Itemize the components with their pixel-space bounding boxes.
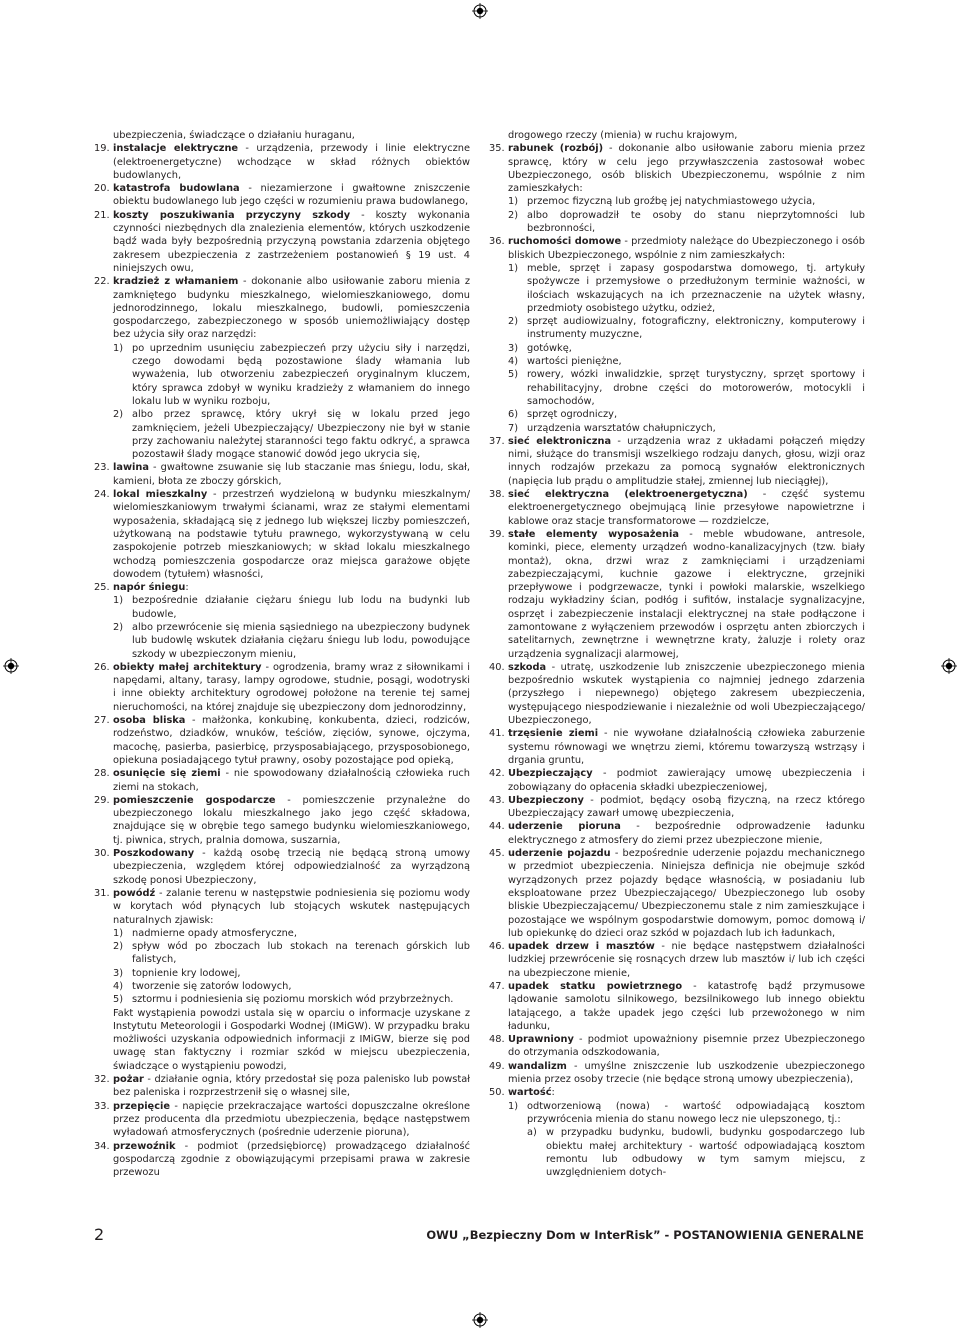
definition-text: - urządzenia, przewody i linie elektryczne (elektroenergetyczne) wchodzące w skład różnych obiektów budowlanych,	[113, 143, 470, 181]
definition-text: - pomieszczenie przynależne do ubezpieczonego lokalu mieszkalnego jako jego część składowa, znajdujące się w obrębie tego samego budynku wielomieszkaniowego, tj. piwnica, strych, pralnia domowa, suszarnia,	[113, 794, 471, 846]
definition-42	[489, 767, 865, 794]
definition-24	[94, 488, 470, 581]
item-number: 26.	[94, 661, 110, 673]
defined-term: upadek statku powietrznego	[508, 981, 683, 992]
defined-term: Uprawniony	[508, 1034, 574, 1046]
right-column	[489, 129, 865, 1179]
sub-item-text: nadmierne opady atmosferyczne,	[132, 927, 297, 939]
definition-23	[94, 461, 470, 488]
definition-40	[489, 661, 865, 727]
definition-34	[94, 1140, 470, 1180]
sub-item-number: 2)	[113, 621, 124, 633]
sub-item-number: 1)	[113, 927, 124, 939]
item-number: 40.	[489, 661, 505, 673]
item-number: 45.	[489, 848, 505, 860]
definition-text: :	[551, 1087, 555, 1099]
definition-28	[94, 767, 470, 794]
defined-term: upadek drzew i masztów	[508, 941, 655, 953]
definition-39	[489, 528, 865, 661]
defined-term: przepięcie	[113, 1100, 171, 1112]
definition-25	[94, 581, 470, 661]
sub-item-text: topnienie kry lodowej,	[132, 967, 241, 979]
document-footer-title: OWU „Bezpieczny Dom w InterRisk” - POSTANOWIENIA GENERALNE	[426, 1228, 864, 1242]
sub-item-number: 2)	[113, 409, 124, 421]
defined-term: Ubezpieczający	[508, 768, 593, 780]
item-number: 19.	[94, 143, 110, 155]
sub-item	[508, 408, 865, 421]
sub-item-text: sprzęt audiowizualny, fotograficzny, elektroniczny, komputerowy i instrumenty muzyczne,	[527, 316, 865, 341]
defined-term: stałe elementy wyposażenia	[508, 528, 679, 540]
definition-text: - nie będące następstwem działalności ludzkiej przewrócenie się rosnących drzew lub masztów i/ lub ich części na ubezpieczone mienie,	[508, 941, 866, 979]
definition-32	[94, 1073, 470, 1100]
definition-text: - umyślne zniszczenie lub uszkodzenie ubezpieczonego mienia przez osoby trzecie (nie będące stroną umowy ubezpieczenia),	[508, 1060, 865, 1086]
item-number: 25.	[94, 582, 110, 594]
definition-text: - każdą osobę trzecią nie będącą stroną umowy ubezpieczenia, względem której odpowiedzialność za wyrządzoną szkodę ponosi Ubezpieczony,	[113, 848, 470, 886]
defined-term: napór śniegu	[113, 582, 186, 594]
definition-text: - działanie ognia, który przedostał się poza palenisko lub powstał bez paleniska i rozprzestrzenił się o własnej sile,	[113, 1074, 470, 1099]
defined-term: katastrofa budowlana	[113, 183, 240, 195]
sub-item-text: po uprzednim usunięciu zabezpieczeń przy użyciu siły i narzędzi, czego dowodami będą pozostawione ślady włamania lub wyważenia, lub otworzeniu zabezpieczeń oryginalnym kluczem, który sprawca zdobył w wyniku kradzieży z włamaniem do innego lokalu lub w wyniku rozboju,	[132, 342, 470, 407]
sub-item-number: 5)	[113, 994, 124, 1006]
item-number: 38.	[489, 489, 505, 501]
sub-item	[113, 621, 470, 661]
defined-term: uderzenie pioruna	[508, 821, 621, 833]
sub-item-number: 2)	[508, 316, 519, 328]
sub-item-number: 6)	[508, 409, 519, 421]
definition-49	[489, 1060, 865, 1087]
item-number: 43.	[489, 794, 505, 806]
item-number: 47.	[489, 981, 505, 992]
defined-term: uderzenie pojazdu	[508, 848, 611, 860]
continuation-text	[489, 129, 865, 142]
sub-item-text: albo doprowadził te osoby do stanu nieprzytomności lub bezbronności,	[527, 209, 865, 235]
registration-mark-icon	[472, 3, 488, 19]
item-number: 50.	[489, 1087, 505, 1099]
definition-35	[489, 142, 865, 235]
defined-term: powódź	[113, 887, 156, 899]
definition-41	[489, 727, 865, 767]
definition-43	[489, 794, 865, 821]
item-number: 33.	[94, 1100, 110, 1112]
definition-text: - ogrodzenia, bramy wraz z siłownikami i napędami, altany, tarasy, lampy ogrodowe, studnie, posągi, wodotryski i inne obiekty architektury ogrodowej położone na terenie tej samej nieruchomości, na której znajduje się ubezpieczony dom jednorodzinny,	[113, 661, 470, 713]
sub-item-number: 4)	[113, 981, 124, 992]
definition-text: - zalanie terenu w następstwie podniesienia się poziomu wody w korytach wód płynących lub stojących wskutek następujących naturalnych zjawisk:	[113, 887, 470, 926]
item-number: 46.	[489, 941, 505, 953]
sub-item-number: 7)	[508, 422, 519, 434]
defined-term: przewoźnik	[113, 1140, 176, 1152]
item-number: 20.	[94, 183, 110, 195]
left-column	[94, 129, 470, 1179]
definition-22	[94, 275, 470, 461]
definition-text: - dokonanie albo usiłowanie zaboru mienia przez sprawcę, który w celu jego przywłaszczenia zastosował wobec Ubezpieczonego, osób bliskich Ubezpieczonemu, wspólnie z nim zamieszkałych:	[508, 143, 865, 195]
defined-term: kradzież z włamaniem	[113, 276, 239, 288]
definition-text: - meble wbudowane, antresole, kominki, piece, elementy urządzeń wodno-kanalizacyjnych (tzw. biały montaż), okna, drzwi wraz z zamknięciami i urządzeniami zabezpieczającymi, kuchnie gazowe i elektryczne, grzejniki przepływowe i podgrzewacze, tynki i powłoki malarskie, wszelkiego rodzaju wykładziny ścian, podłóg i sufitów, instalacje sygnalizacyjne, osprzęt i zabezpieczenie instalacji elektrycznej na stałe podłączone i zamontowane z wyłączeniem przewodów i osprzętu anten zbiorczych i satelitarnych, zewnętrzne i wewnętrzne kraty, żaluzje i rolety oraz urządzenia sygnalizacji alarmowej,	[508, 528, 866, 660]
definition-text: - katastrofę bądź przymusowe lądowanie samolotu silnikowego, bezsilnikowego lub innego obiektu latającego, a także upadek jego części lub przewożonego w nim ładunku,	[508, 981, 865, 1032]
sub-sub-item-letter: a)	[527, 1127, 537, 1139]
defined-term: wartość	[508, 1087, 552, 1099]
defined-term: sieć elektroniczna	[508, 435, 612, 447]
definition-30	[94, 847, 470, 887]
definition-44	[489, 820, 865, 847]
defined-term: pożar	[113, 1074, 144, 1086]
item-number: 49.	[489, 1060, 505, 1072]
defined-term: lokal mieszkalny	[113, 489, 208, 501]
sub-item-text: wartości pieniężne,	[527, 356, 622, 368]
definition-text: - bezpośrednie odprowadzenie ładunku elektrycznego z atmosfery do ziemi przez ubezpieczone mienie,	[508, 821, 865, 846]
flood-note-paragraph: Fakt wystąpienia powodzi ustala się w oparciu o informacje uzyskane z Instytutu Meteorologii i Gospodarki Wodnej (IMiGW). W przypadku braku możliwości uzyskania odpowiednich informacji z IMiGW, bierze się pod uwagę stan faktyczny i rozmiar szkód w miejscu ubezpieczenia, świadczące o wystąpieniu powodzi,	[113, 1007, 470, 1072]
item-number: 22.	[94, 276, 110, 288]
definition-text: - bezpośrednie uderzenie pojazdu mechanicznego w przedmiot ubezpieczenia. Niniejsza definicja nie obejmuje szkód wyrządzonych przez pojazdy będące własnością, w posiadaniu lub eksploatowane przez Ubezpieczającego/ Ubezpieczonego lub osoby bliskie Ubezpieczającemu/ Ubezpieczonemu stale z nim zamieszkujące i pozostające we wspólnym gospodarstwie domowym, pomoc domową i/ lub opiekunkę do dzieci oraz szkód w pojazdach lub ich ładunkach,	[508, 848, 865, 939]
sub-item-text: tworzenie się zatorów lodowych,	[132, 981, 292, 992]
definition-33	[94, 1100, 470, 1140]
definition-text: - małżonka, konkubinę, konkubenta, dzieci, rodziców, rodzeństwo, dziadków, wnuków, teściów, zięciów, synowe, ojczyma, macochę, pasierba, pasierbicę, przysposabiającego, przysposobionego, opiekuna posiadającego tytuł prawny, osoby pozostające pod opieką,	[113, 715, 470, 766]
sub-item-text: odtworzeniową (nowa) - wartość odpowiadającą kosztom przywrócenia mienia do stanu nowego lecz nie ulepszonego, tj.:	[527, 1100, 865, 1125]
definition-text: - gwałtowne zsuwanie się lub staczanie mas śniegu, lodu, skał, kamieni, błota ze zboczy górskich,	[113, 462, 470, 487]
defined-term: osunięcie się ziemi	[113, 768, 221, 780]
sub-item	[508, 195, 865, 208]
definition-text: - nie spowodowany działalnością człowieka ruch ziemi na stokach,	[113, 768, 470, 793]
item-number: 36.	[489, 236, 505, 248]
definition-36	[489, 235, 865, 434]
definition-text: - przedmioty należące do Ubezpieczonego i osób bliskich Ubezpieczonego, wspólnie z nim zamieszkałych:	[508, 236, 866, 261]
registration-mark-icon	[472, 1312, 488, 1328]
sub-item	[113, 993, 470, 1006]
registration-mark-icon	[941, 658, 957, 674]
sub-item	[113, 927, 470, 940]
defined-term: instalacje elektryczne	[113, 143, 239, 155]
sub-item	[508, 209, 865, 236]
item-number: 44.	[489, 821, 505, 833]
sub-item-text: urządzenia warsztatów chałupniczych,	[527, 422, 716, 434]
sub-item-number: 1)	[508, 196, 519, 208]
sub-item	[113, 980, 470, 993]
sub-item-text: albo przewrócenie się mienia sąsiedniego na ubezpieczony budynek lub budowlę wskutek działania ciężaru śniegu lub lodu, powodujące szkody w ubezpieczonym mieniu,	[132, 621, 470, 660]
continuation-line: ubezpieczenia, świadczące o działaniu huraganu,	[113, 130, 355, 141]
sub-item	[508, 422, 865, 435]
sub-item	[113, 594, 470, 621]
sub-item	[508, 342, 865, 355]
item-number: 48.	[489, 1034, 505, 1046]
definition-19	[94, 142, 470, 182]
item-number: 34.	[94, 1140, 110, 1152]
definition-text: - dokonanie albo usiłowanie zaboru mienia z zamkniętego budynku mieszkalnego, wielomieszkaniowego, domu jednorodzinnego, lokalu mieszkalnego, budowli, pomieszczenia gospodarczego, zabezpieczonego w sposób uniemożliwiający dostęp bez użycia siły oraz narzędzi:	[113, 276, 470, 341]
sub-item-number: 4)	[508, 356, 519, 368]
definition-text: - nie wywołane działalnością człowieka zaburzenie systemu równowagi we wnętrzu ziemi, któremu towarzyszą wstrząsy i drgania gruntu,	[508, 728, 866, 766]
item-number: 35.	[489, 143, 505, 155]
defined-term: ruchomości domowe	[508, 236, 622, 248]
definition-text: - napięcie przekraczające wartości dopuszczalne określone przez producenta dla przedmiotu ubezpieczenia, będące następstwem wyładowań atmosferycznych (pośrednie uderzenie pioruna),	[113, 1100, 470, 1139]
definition-text: :	[185, 582, 189, 594]
item-number: 23.	[94, 462, 110, 474]
defined-term: Poszkodowany	[113, 848, 195, 860]
definition-text: - podmiot (przedsiębiorcę) prowadzącego działalność gospodarczą zgodnie z obowiązującymi przepisami prawa w zakresie przewozu	[113, 1140, 470, 1179]
definition-text: - podmiot, będący osobą fizyczną, na rzecz którego Ubezpieczający zawarł umowę ubezpieczenia,	[508, 794, 865, 820]
defined-term: sieć elektryczna (elektroenergetyczna)	[508, 489, 748, 501]
item-number: 21.	[94, 209, 110, 221]
sub-item	[508, 1100, 865, 1180]
item-number: 37.	[489, 435, 505, 447]
definition-31	[94, 887, 470, 1073]
item-number: 32.	[94, 1074, 110, 1086]
definition-text: - część systemu elektroenergetycznego obejmującą linie przesyłowe napowietrzne i kablowe oraz stacje transformatorowe — rozdzielcze,	[508, 489, 865, 527]
sub-item-number: 5)	[508, 369, 519, 381]
sub-item	[508, 368, 865, 408]
sub-sub-item-text: w przypadku budynku, budowli, budynku gospodarczego lub obiektu małej architektury - wartość odpowiadającą kosztom remontu lub odbudowy w tym samym miejscu, z uwzględnieniem dotych-	[546, 1127, 865, 1179]
registration-mark-icon	[3, 658, 19, 674]
definition-text: - koszty wykonania czynności niezbędnych dla znalezienia elementów, których uszkodzenie bądź wada były bezpośrednią przyczyną powstania zdarzenia objętego zakresem ubezpieczenia z zastrzeżeniem postanowień § 19 ust. 4 niniejszych owu,	[113, 209, 471, 274]
sub-item-text: rowery, wózki inwalidzkie, sprzęt turystyczny, sprzęt sportowy i rehabilitacyjny, drobne części do motorowerów, motocykli i samochodów,	[527, 369, 865, 407]
sub-item-number: 1)	[508, 262, 519, 274]
sub-item-text: sprzęt ogrodniczy,	[527, 409, 618, 421]
definition-48	[489, 1033, 865, 1060]
definition-27	[94, 714, 470, 767]
sub-item-text: gotówkę,	[527, 342, 572, 354]
sub-item-text: meble, sprzęt i zapasy gospodarstwa domowego, tj. artykuły spożywcze i przemysłowe o przedłużonym terminie ważności, w ilościach wskazujących na ich przeznaczenie na użytek własny, przedmioty osobistego użytku, odzież,	[527, 262, 865, 314]
sub-item-number: 3)	[508, 342, 519, 354]
definition-46	[489, 940, 865, 980]
sub-item	[113, 408, 470, 461]
sub-item-text: przemoc fizyczną lub groźbę jej natychmiastowego użycia,	[527, 196, 816, 208]
item-number: 41.	[489, 728, 505, 740]
defined-term: koszty poszukiwania przyczyny szkody	[113, 209, 351, 221]
sub-item-number: 1)	[508, 1100, 519, 1112]
sub-item-number: 3)	[113, 967, 124, 979]
sub-sub-item	[527, 1126, 865, 1179]
defined-term: obiekty małej architektury	[113, 661, 262, 673]
sub-item-number: 1)	[113, 595, 124, 607]
defined-term: pomieszczenie gospodarcze	[113, 794, 276, 806]
definition-50	[489, 1086, 865, 1179]
sub-item-text: sztormu i podniesienia się poziomu morskich wód przybrzeżnych.	[132, 994, 454, 1006]
item-number: 28.	[94, 768, 110, 780]
defined-term: lawina	[113, 462, 149, 474]
defined-term: rabunek (rozbój)	[508, 143, 604, 155]
definition-20	[94, 182, 470, 209]
sub-item	[508, 315, 865, 342]
continuation-line: drogowego rzeczy (mienia) w ruchu krajowym,	[508, 130, 738, 141]
definition-text: - przestrzeń wydzieloną w budynku mieszkalnym/ wielomieszkaniowym trwałymi ścianami, wraz ze stałymi elementami wyposażenia, składającą się z jednego lub większej liczby pomieszczeń, użytkowaną na podstawie tytułu prawnego, wykorzystywaną w celu zaspokojenie potrzeb mieszkaniowych; w skład lokalu mieszkalnego wchodzą pomieszczenia gospodarcze oraz miejsca garażowe objęte dowodem (tytułem) własności,	[113, 489, 470, 580]
item-number: 42.	[489, 768, 505, 780]
item-number: 31.	[94, 887, 110, 899]
page-number: 2	[94, 1225, 105, 1244]
sub-item-text: spływ wód po zboczach lub stokach na terenach górskich lub falistych,	[132, 941, 470, 966]
definition-26	[94, 661, 470, 714]
item-number: 27.	[94, 715, 110, 727]
definition-text: - podmiot upoważniony pisemnie przez Ubezpieczonego do otrzymania odszkodowania,	[508, 1034, 865, 1059]
defined-term: osoba bliska	[113, 715, 186, 727]
sub-item-text: bezpośrednie działanie ciężaru śniegu lub lodu na budynki lub budowle,	[132, 595, 470, 620]
continuation-text	[94, 129, 470, 142]
sub-item	[113, 967, 470, 980]
definition-47	[489, 980, 865, 1033]
definition-37	[489, 435, 865, 488]
definition-text: - niezamierzone i gwałtowne zniszczenie obiektu budowlanego lub jego części w rozumieniu prawa budowlanego,	[113, 183, 470, 208]
definition-38	[489, 488, 865, 528]
definition-29	[94, 794, 470, 847]
defined-term: wandalizm	[508, 1060, 567, 1072]
definition-text: - podmiot zawierający umowę ubezpieczenia i zobowiązany do opłacenia składki ubezpieczeniowej,	[508, 768, 865, 793]
defined-term: Ubezpieczony	[508, 794, 584, 806]
sub-item	[508, 355, 865, 368]
item-number: 24.	[94, 489, 110, 501]
defined-term: trzęsienie ziemi	[508, 728, 599, 740]
sub-item-text: albo przez sprawcę, który ukrył się w lokalu przed jego zamknięciem, jeżeli Ubezpieczający/ Ubezpieczony nie był w stanie przy zachowaniu należytej staranności tego faktu odkryć, a sprawca pozostawił ślady mogące stanowić dowód jego ukrycia się,	[132, 409, 470, 461]
sub-item-number: 2)	[113, 941, 124, 953]
definition-text: - utratę, uszkodzenie lub zniszczenie ubezpieczonego mienia bezpośrednio wskutek wystąpienia co najmniej jednego zdarzenia (przyszłego i niepewnego) objętego zakresem ubezpieczenia, występującego niespodziewanie i niezależnie od woli Ubezpieczającego/ Ubezpieczonego,	[508, 661, 865, 727]
defined-term: szkoda	[508, 661, 547, 673]
item-number: 29.	[94, 794, 110, 806]
definition-text: - urządzenia wraz z układami połączeń między nimi, służące do transmisji wszelkiego rodzaju danych, głosu, wizji oraz innych rodzajów przekazu za pomocą sygnałów elektronicznych (napięcia lub prądu o amplitudzie stałej, zmiennej lub nieciągłej),	[508, 435, 865, 487]
sub-item-number: 1)	[113, 342, 124, 354]
sub-item-number: 2)	[508, 209, 519, 221]
sub-item	[113, 342, 470, 408]
sub-item	[508, 262, 865, 315]
item-number: 39.	[489, 528, 505, 540]
definition-45	[489, 847, 865, 940]
item-number: 30.	[94, 848, 110, 860]
sub-item	[113, 940, 470, 967]
definition-21	[94, 209, 470, 275]
